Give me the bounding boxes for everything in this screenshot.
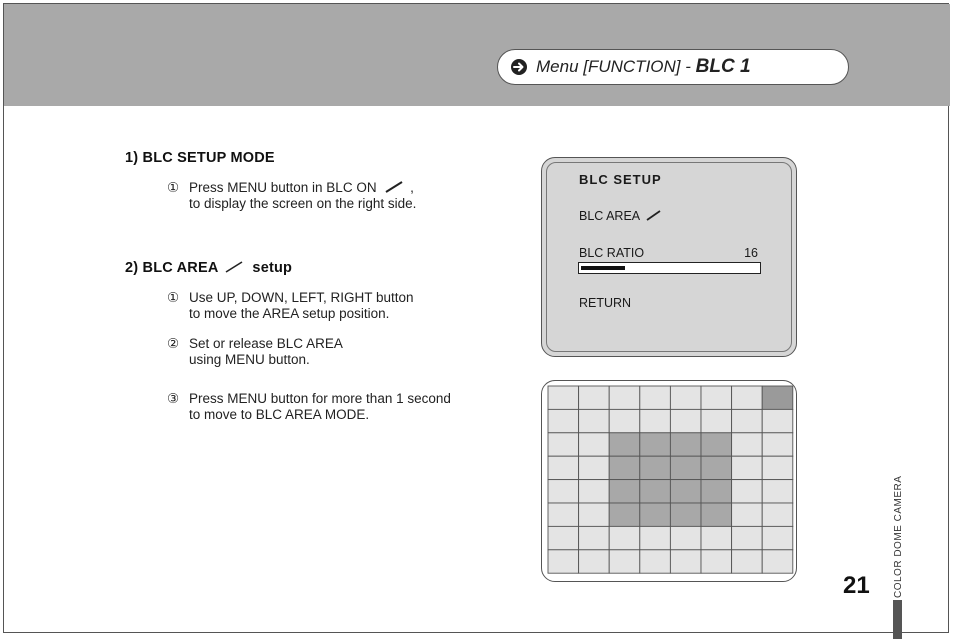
grid-cell[interactable] xyxy=(701,526,732,549)
grid-cell[interactable] xyxy=(670,503,701,526)
grid-cell[interactable] xyxy=(762,409,793,432)
grid-cell[interactable] xyxy=(762,503,793,526)
step-number: ③ xyxy=(167,391,180,406)
grid-cell[interactable] xyxy=(701,480,732,503)
grid-cell[interactable] xyxy=(732,409,763,432)
grid-cell[interactable] xyxy=(762,456,793,479)
grid-cell[interactable] xyxy=(732,456,763,479)
grid-cell[interactable] xyxy=(762,480,793,503)
grid-cell[interactable] xyxy=(670,526,701,549)
grid-cell[interactable] xyxy=(609,409,640,432)
step-text-line2: to display the screen on the right side. xyxy=(189,196,417,211)
osd-blc-area-item[interactable]: BLC AREA xyxy=(579,209,663,223)
grid-cell[interactable] xyxy=(670,386,701,409)
grid-cell[interactable] xyxy=(579,409,610,432)
side-bar xyxy=(893,600,902,639)
step-text-line2: to move to BLC AREA MODE. xyxy=(189,407,370,422)
step-2-3 xyxy=(167,391,451,423)
grid-cell[interactable] xyxy=(609,386,640,409)
step-text: Press MENU button for more than 1 second xyxy=(189,391,451,406)
grid-cell[interactable] xyxy=(640,456,671,479)
arrow-circle-icon xyxy=(510,58,528,76)
edit-slash-icon xyxy=(645,210,663,221)
grid-cell[interactable] xyxy=(762,386,793,409)
osd-blc-setup-screen xyxy=(541,157,797,357)
grid-cell[interactable] xyxy=(640,386,671,409)
grid-cell[interactable] xyxy=(609,526,640,549)
grid-cell[interactable] xyxy=(670,480,701,503)
menu-path xyxy=(536,56,751,78)
step-2-2 xyxy=(167,336,343,368)
grid-cell[interactable] xyxy=(609,480,640,503)
step-text-suffix: , xyxy=(406,180,414,195)
grid-cell[interactable] xyxy=(640,433,671,456)
grid-cell[interactable] xyxy=(701,550,732,573)
grid-cell[interactable] xyxy=(701,386,732,409)
step-number: ① xyxy=(167,290,180,305)
grid-cell[interactable] xyxy=(732,433,763,456)
grid-cell[interactable] xyxy=(579,386,610,409)
osd-return-item[interactable]: RETURN xyxy=(579,296,632,310)
grid-cell[interactable] xyxy=(670,550,701,573)
grid-cell[interactable] xyxy=(579,526,610,549)
grid-cell[interactable] xyxy=(701,409,732,432)
grid-cell[interactable] xyxy=(762,433,793,456)
grid-cell[interactable] xyxy=(640,526,671,549)
osd-blc-ratio-label[interactable]: BLC RATIO xyxy=(579,246,645,260)
grid-cell[interactable] xyxy=(548,480,579,503)
grid-cell[interactable] xyxy=(640,409,671,432)
grid-cell[interactable] xyxy=(579,433,610,456)
menu-breadcrumb xyxy=(497,49,849,85)
grid-cell[interactable] xyxy=(701,503,732,526)
page-number: 21 xyxy=(843,572,870,599)
grid-cell[interactable] xyxy=(762,550,793,573)
grid-cell[interactable] xyxy=(701,456,732,479)
grid-cell[interactable] xyxy=(579,456,610,479)
grid-cell[interactable] xyxy=(548,456,579,479)
osd-ratio-fill xyxy=(581,266,625,270)
grid-cell[interactable] xyxy=(732,480,763,503)
edit-slash-icon xyxy=(384,181,406,193)
grid-cell[interactable] xyxy=(548,433,579,456)
grid-cell[interactable] xyxy=(732,386,763,409)
grid-cell[interactable] xyxy=(579,503,610,526)
grid-cell[interactable] xyxy=(732,550,763,573)
grid-cell[interactable] xyxy=(579,480,610,503)
section-title-blc-setup: 1) BLC SETUP MODE xyxy=(125,150,275,166)
grid-cell[interactable] xyxy=(579,550,610,573)
section-title-blc-area: 2) BLC AREA setup xyxy=(125,260,293,276)
grid-cell[interactable] xyxy=(701,433,732,456)
grid-cell[interactable] xyxy=(640,550,671,573)
grid-cell[interactable] xyxy=(670,409,701,432)
step-number: ② xyxy=(167,336,180,351)
step-text-line2: using MENU button. xyxy=(189,352,310,367)
side-caption: COLOR DOME CAMERA xyxy=(893,475,904,598)
grid-cell[interactable] xyxy=(640,480,671,503)
grid-cell[interactable] xyxy=(609,550,640,573)
grid-cell[interactable] xyxy=(548,550,579,573)
step-text: Set or release BLC AREA xyxy=(189,336,343,351)
step-text-line2: to move the AREA setup position. xyxy=(189,306,390,321)
osd-ratio-bar[interactable] xyxy=(578,262,761,274)
blc-area-grid-panel xyxy=(541,380,797,582)
grid-cell[interactable] xyxy=(732,503,763,526)
osd-title: BLC SETUP xyxy=(579,172,662,187)
grid-cell[interactable] xyxy=(732,526,763,549)
step-2-1 xyxy=(167,290,414,322)
step-text: Use UP, DOWN, LEFT, RIGHT button xyxy=(189,290,414,305)
osd-blc-ratio-value: 16 xyxy=(744,246,758,260)
grid-cell[interactable] xyxy=(609,503,640,526)
step-text: Press MENU button in BLC ON xyxy=(189,180,377,195)
grid-cell[interactable] xyxy=(670,456,701,479)
grid-cell[interactable] xyxy=(609,433,640,456)
menu-bold-label: BLC 1 xyxy=(695,56,751,77)
menu-label: Menu [FUNCTION] - xyxy=(536,57,691,76)
edit-slash-icon xyxy=(224,261,246,273)
grid-cell[interactable] xyxy=(640,503,671,526)
grid-cell[interactable] xyxy=(548,526,579,549)
blc-area-grid[interactable] xyxy=(542,381,797,582)
step-number: ① xyxy=(167,180,180,195)
grid-cell[interactable] xyxy=(609,456,640,479)
step-1-1 xyxy=(167,180,416,212)
grid-cell[interactable] xyxy=(762,526,793,549)
grid-cell[interactable] xyxy=(548,503,579,526)
grid-cell[interactable] xyxy=(548,386,579,409)
grid-cell[interactable] xyxy=(670,433,701,456)
grid-cell[interactable] xyxy=(548,409,579,432)
